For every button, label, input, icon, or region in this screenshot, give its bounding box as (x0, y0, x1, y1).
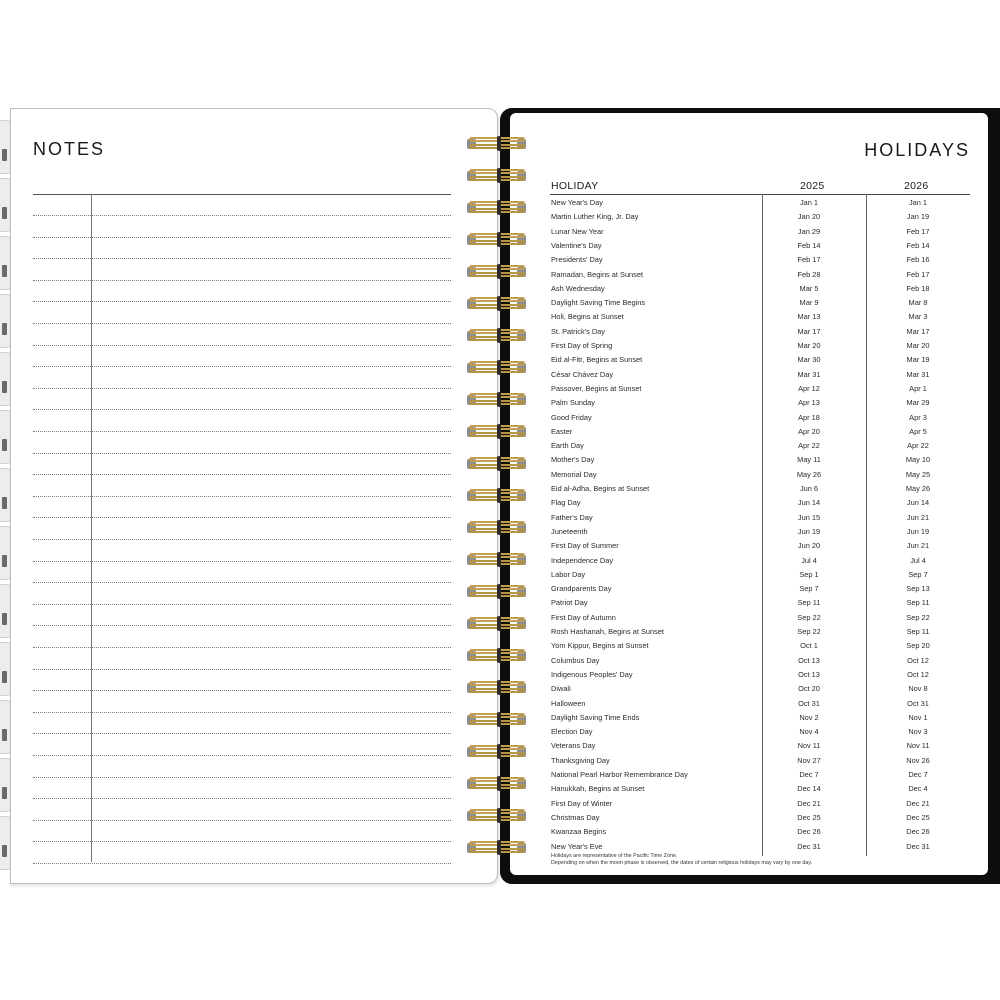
column-header-holiday: HOLIDAY (551, 180, 599, 192)
holiday-date-2025: Sep 22 (797, 612, 821, 622)
holiday-date-2026: Oct 12 (907, 655, 929, 665)
notes-line (33, 215, 451, 216)
holiday-name: Memorial Day (551, 469, 597, 479)
holiday-date-2026: May 10 (905, 455, 931, 465)
notes-line (33, 280, 451, 281)
holiday-date-2025: Dec 14 (797, 784, 821, 794)
holiday-row (551, 439, 969, 453)
notes-line (33, 755, 451, 756)
holiday-name: Flag Day (551, 498, 581, 508)
holiday-date-2026: Oct 12 (907, 669, 929, 679)
holiday-date-2025: Nov 4 (799, 727, 819, 737)
notes-line (33, 388, 451, 389)
holiday-date-2026: Mar 29 (906, 398, 930, 408)
holiday-row (551, 639, 969, 653)
notes-line (33, 409, 451, 410)
holiday-date-2026: Dec 21 (906, 798, 930, 808)
spiral-coil (465, 520, 531, 536)
holiday-date-2025: Dec 21 (797, 798, 821, 808)
holiday-row (551, 310, 969, 324)
holiday-date-2026: Apr 1 (909, 383, 927, 393)
holiday-name: Patriot Day (551, 598, 588, 608)
notes-line (33, 474, 451, 475)
holiday-date-2025: Oct 31 (798, 698, 820, 708)
holiday-row (551, 697, 969, 711)
spiral-coil (465, 328, 531, 344)
holiday-name: Ash Wednesday (551, 283, 605, 293)
holiday-name: National Pearl Harbor Remembrance Day (551, 770, 688, 779)
holiday-date-2025: Sep 11 (797, 598, 821, 608)
holiday-date-2026: Jan 19 (906, 212, 930, 222)
holiday-date-2025: Jan 20 (797, 212, 821, 222)
holiday-name: Daylight Saving Time Ends (551, 712, 640, 722)
spiral-coil (465, 456, 531, 472)
holiday-date-2025: Apr 22 (798, 441, 820, 451)
holiday-row (551, 768, 969, 782)
holiday-date-2025: Mar 5 (799, 283, 819, 293)
spiral-binding (465, 136, 535, 866)
holiday-date-2026: May 26 (905, 484, 931, 493)
holiday-name: Eid al-Fitr, Begins at Sunset (551, 355, 643, 365)
footnote-line: Depending on when the moon phase is observed, the dates of certain religious holidays may vary by one day. (551, 860, 813, 866)
holiday-date-2026: Jun 21 (906, 512, 930, 522)
holiday-date-2025: Feb 28 (797, 269, 821, 279)
holiday-date-2025: Dec 25 (797, 812, 821, 822)
holiday-row (551, 711, 969, 725)
holiday-row (551, 496, 969, 510)
spiral-coil (465, 680, 531, 696)
holiday-date-2026: Sep 20 (906, 641, 930, 651)
holiday-name: Independence Day (551, 555, 614, 565)
notes-line (33, 237, 451, 238)
holiday-name: Diwali (551, 684, 571, 694)
holiday-name: César Chávez Day (551, 369, 614, 379)
holiday-date-2026: Dec 7 (908, 770, 928, 779)
holiday-date-2026: Mar 8 (908, 298, 928, 308)
holiday-date-2026: Jan 1 (908, 198, 928, 207)
holiday-name: Holi, Begins at Sunset (551, 312, 624, 322)
holiday-name: Valentine's Day (551, 240, 602, 250)
holiday-row (551, 239, 969, 253)
notes-header-rule (33, 194, 451, 195)
holiday-row (551, 425, 969, 439)
holiday-row (551, 782, 969, 796)
holiday-date-2026: Apr 22 (907, 441, 929, 451)
holiday-name: Daylight Saving Time Begins (551, 298, 646, 308)
holiday-date-2025: Apr 12 (798, 383, 820, 393)
holiday-name: Eid al-Adha, Begins at Sunset (551, 484, 650, 493)
notes-line (33, 301, 451, 302)
footnote (551, 853, 812, 867)
notes-line (33, 669, 451, 670)
notes-line (33, 863, 451, 864)
holiday-name: Juneteenth (551, 526, 588, 536)
notes-line (33, 366, 451, 367)
holiday-row (551, 353, 969, 367)
notes-title: NOTES (33, 139, 106, 159)
notes-line (33, 345, 451, 346)
spiral-coil (465, 808, 531, 824)
holiday-row (551, 554, 969, 568)
notes-line (33, 539, 451, 540)
holiday-name: Good Friday (551, 412, 592, 422)
holiday-row (551, 210, 969, 224)
holiday-date-2025: Nov 11 (797, 741, 821, 751)
holiday-date-2026: Jun 19 (906, 526, 930, 536)
holiday-name: Mother's Day (551, 455, 595, 465)
holiday-row (551, 811, 969, 825)
holiday-date-2026: Feb 14 (906, 240, 930, 250)
spiral-coil (465, 232, 531, 248)
holiday-row (551, 797, 969, 811)
holiday-date-2026: Feb 17 (906, 226, 930, 236)
holiday-date-2026: Mar 19 (906, 355, 930, 365)
holiday-date-2026: Sep 11 (906, 627, 930, 636)
holiday-date-2025: Jun 20 (797, 541, 821, 551)
holiday-date-2025: Oct 13 (798, 655, 820, 665)
holiday-name: St. Patrick's Day (551, 326, 605, 336)
holiday-date-2025: Mar 31 (797, 369, 821, 379)
holiday-row (551, 225, 969, 239)
holiday-date-2025: May 11 (797, 455, 821, 465)
spiral-coil (465, 840, 531, 856)
column-header-2026: 2026 (904, 180, 929, 192)
holiday-row (551, 539, 969, 553)
holiday-row (551, 482, 969, 496)
notes-line (33, 777, 451, 778)
spiral-coil (465, 712, 531, 728)
holiday-name: Labor Day (551, 569, 586, 579)
holiday-name: First Day of Autumn (551, 612, 616, 622)
notes-line (33, 820, 451, 821)
holiday-date-2025: Nov 27 (797, 755, 821, 765)
holiday-name: Halloween (551, 698, 586, 708)
notes-line (33, 582, 451, 583)
holiday-row (551, 511, 969, 525)
holiday-row (551, 296, 969, 310)
holiday-date-2025: May 26 (796, 469, 822, 479)
holiday-date-2025: Dec 31 (797, 841, 821, 851)
spiral-coil (465, 552, 531, 568)
holiday-date-2026: Mar 20 (906, 341, 930, 350)
holiday-row (551, 525, 969, 539)
spiral-coil (465, 264, 531, 280)
notes-line (33, 431, 451, 432)
holiday-name: Indigenous Peoples' Day (551, 669, 633, 679)
holiday-date-2025: Feb 17 (797, 255, 821, 265)
holiday-date-2025: Mar 9 (799, 298, 819, 308)
holiday-name: First Day of Winter (551, 798, 613, 808)
holiday-row (551, 654, 969, 668)
spiral-coil (465, 488, 531, 504)
holiday-date-2026: Dec 31 (906, 841, 930, 851)
holiday-name: Father's Day (551, 512, 593, 522)
holiday-name: Veterans Day (551, 741, 596, 751)
holidays-page (510, 113, 988, 875)
holiday-row (551, 825, 969, 839)
holiday-date-2026: Oct 31 (907, 698, 929, 708)
notes-line (33, 647, 451, 648)
holiday-date-2026: Apr 5 (909, 426, 927, 436)
spiral-coil (465, 392, 531, 408)
spiral-coil (465, 136, 531, 152)
holiday-date-2025: Feb 14 (797, 240, 821, 250)
holiday-date-2026: Dec 26 (906, 827, 930, 837)
notes-line (33, 841, 451, 842)
holiday-name: Passover, Begins at Sunset (551, 383, 642, 393)
notes-line (33, 604, 451, 605)
column-header-2025: 2025 (800, 180, 825, 192)
holiday-date-2025: Apr 18 (798, 412, 820, 422)
notes-line (33, 733, 451, 734)
holiday-date-2026: Sep 11 (906, 598, 930, 608)
holiday-row (551, 468, 969, 482)
holiday-row (551, 840, 969, 854)
notes-line (33, 453, 451, 454)
holiday-row (551, 668, 969, 682)
holiday-date-2025: Jun 15 (797, 512, 821, 522)
holiday-row (551, 411, 969, 425)
holiday-row (551, 325, 969, 339)
notes-line (33, 625, 451, 626)
holiday-date-2025: Jun 6 (799, 484, 819, 493)
holiday-date-2026: Sep 7 (908, 569, 928, 579)
holiday-row (551, 453, 969, 467)
holiday-name: Lunar New Year (551, 226, 604, 236)
holiday-name: Yom Kippur, Begins at Sunset (551, 641, 649, 651)
holiday-name: Grandparents Day (551, 584, 612, 594)
notes-line (33, 798, 451, 799)
notes-line (33, 561, 451, 562)
holidays-title: HOLIDAYS (864, 140, 970, 160)
notes-line (33, 517, 451, 518)
holiday-row (551, 682, 969, 696)
notes-line (33, 258, 451, 259)
notes-line (33, 496, 451, 497)
holiday-date-2025: Sep 1 (799, 569, 819, 579)
holiday-row (551, 596, 969, 610)
holiday-date-2026: Jul 4 (910, 555, 926, 565)
holiday-date-2025: Oct 20 (798, 684, 820, 694)
notes-margin-line (91, 194, 92, 862)
holiday-date-2026: Nov 8 (908, 684, 928, 694)
holiday-name: Palm Sunday (551, 398, 595, 408)
holiday-date-2025: Oct 13 (798, 669, 820, 679)
notes-line (33, 712, 451, 713)
holiday-row (551, 368, 969, 382)
holiday-name: Ramadan, Begins at Sunset (551, 269, 644, 279)
holiday-name: Kwanzaa Begins (551, 827, 607, 837)
holiday-date-2025: Jun 19 (797, 526, 821, 536)
holiday-name: First Day of Spring (551, 341, 613, 350)
holiday-row (551, 582, 969, 596)
holiday-date-2025: Mar 30 (797, 355, 821, 365)
holiday-date-2026: May 25 (905, 469, 931, 479)
holiday-date-2025: Apr 20 (798, 426, 820, 436)
holiday-row (551, 282, 969, 296)
holiday-row (551, 725, 969, 739)
holiday-row (551, 268, 969, 282)
spiral-coil (465, 296, 531, 312)
holiday-name: Hanukkah, Begins at Sunset (551, 784, 645, 794)
holiday-date-2026: Mar 3 (908, 312, 928, 322)
holiday-row (551, 754, 969, 768)
holiday-name: Earth Day (551, 441, 584, 451)
holiday-date-2026: Nov 26 (906, 755, 930, 765)
holiday-date-2026: Dec 25 (906, 812, 930, 822)
holiday-date-2025: Mar 13 (797, 312, 821, 322)
spiral-coil (465, 200, 531, 216)
holiday-date-2025: Oct 1 (800, 641, 818, 651)
holiday-date-2025: Nov 2 (799, 712, 819, 722)
holiday-date-2025: Dec 7 (799, 770, 819, 779)
holiday-date-2026: Jun 14 (906, 498, 930, 508)
holiday-row (551, 625, 969, 639)
spiral-coil (465, 744, 531, 760)
holiday-name: Rosh Hashanah, Begins at Sunset (551, 627, 664, 636)
holiday-date-2026: Feb 17 (906, 269, 930, 279)
holiday-date-2026: Nov 11 (906, 741, 930, 751)
holiday-date-2025: Jul 4 (801, 555, 817, 565)
holiday-row (551, 339, 969, 353)
holiday-name: New Year's Eve (551, 841, 603, 851)
holiday-date-2025: Jan 1 (799, 198, 819, 207)
notes-line (33, 690, 451, 691)
holiday-date-2026: Nov 1 (908, 712, 928, 722)
holiday-date-2026: Sep 22 (906, 612, 930, 622)
spiral-coil (465, 776, 531, 792)
holiday-row (551, 568, 969, 582)
holiday-date-2026: Feb 18 (906, 283, 930, 293)
spiral-coil (465, 616, 531, 632)
holiday-row (551, 382, 969, 396)
spiral-coil (465, 648, 531, 664)
holiday-date-2025: Mar 17 (797, 326, 821, 336)
holiday-name: First Day of Summer (551, 541, 619, 551)
holiday-name: Election Day (551, 727, 593, 737)
holiday-date-2026: Feb 16 (906, 255, 930, 265)
holiday-date-2025: Dec 26 (797, 827, 821, 837)
holiday-date-2026: Nov 3 (908, 727, 928, 737)
spiral-coil (465, 584, 531, 600)
header-rule (550, 194, 970, 195)
holiday-date-2026: Jun 21 (906, 541, 930, 551)
holiday-date-2026: Apr 3 (909, 412, 927, 422)
spiral-coil (465, 168, 531, 184)
holiday-date-2025: Mar 20 (797, 341, 821, 350)
holiday-date-2025: Jan 29 (797, 226, 821, 236)
holiday-row (551, 253, 969, 267)
notes-line (33, 323, 451, 324)
holiday-date-2025: Jun 14 (797, 498, 821, 508)
footnote-line: Holidays are representative of the Pacific Time Zone. (551, 853, 678, 859)
spiral-coil (465, 424, 531, 440)
holiday-name: Columbus Day (551, 655, 600, 665)
holiday-name: New Year's Day (551, 198, 603, 207)
holiday-name: Thanksgiving Day (551, 755, 610, 765)
holiday-date-2026: Mar 17 (906, 326, 930, 336)
holiday-row (551, 396, 969, 410)
holiday-row (551, 739, 969, 753)
holiday-name: Martin Luther King, Jr. Day (551, 212, 639, 222)
spiral-coil (465, 360, 531, 376)
notes-page (10, 108, 498, 884)
holiday-row (551, 196, 969, 210)
holiday-name: Easter (551, 426, 573, 436)
holiday-date-2025: Sep 7 (799, 584, 819, 594)
holiday-date-2025: Apr 13 (798, 398, 820, 408)
holiday-row (551, 611, 969, 625)
holiday-date-2026: Dec 4 (908, 784, 928, 794)
holiday-name: Presidents' Day (551, 255, 603, 265)
holiday-name: Christmas Day (551, 812, 600, 822)
holiday-date-2026: Mar 31 (906, 369, 930, 379)
holiday-date-2026: Sep 13 (906, 584, 930, 594)
holiday-date-2025: Sep 22 (797, 627, 821, 636)
